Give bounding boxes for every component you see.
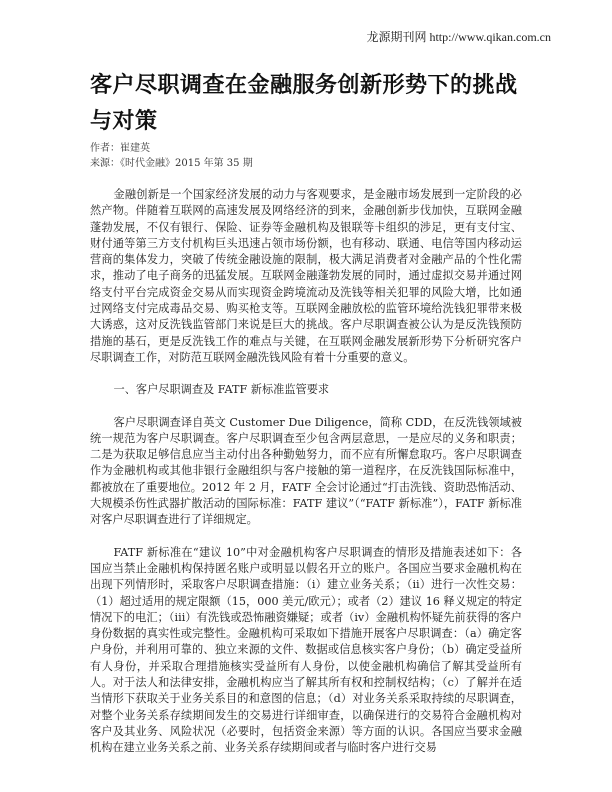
section-heading-1: 一、客户尽职调查及 FATF 新标准监管要求 [113,383,330,397]
article-title: 客户尽职调查在金融服务创新形势下的挑战与对策 [90,73,518,134]
paragraph-intro: 金融创新是一个国家经济发展的动力与客观要求，是金融市场发展到一定阶段的必然产物。伴随着互联网的高速发展及网络经济的到来，金融创新步伐加快，互联网金融蓬勃发展，不仅有银行、保险、证券等金融机构及银联等卡组织的涉足，更有支付宝、财付通等第三方支付机构巨头迅速占领市场份额，也有移动、联通、电信等国内移动运营商的集体发力，突破了传统金融设施的限制，极大满足消费者对金融产品的个性化需求，推动了电子商务的迅猛发展。互联网金融蓬勃发展的同时，通过虚拟交易并通过网络支付平台完成资金交易从而实现资金跨境流动及洗钱等相关犯罪的风险大增，比如通过网络支付完成毒品交易、购买枪支等。互联网金融放松的监管环境给洗钱犯罪带来极大诱惑，这对反洗钱监管部门来说是巨大的挑战。客户尽职调查被公认为是反洗钱预防措施的基石，更是反洗钱工作的难点与关键，在互联网金融发展新形势下分析研究客户尽职调查工作，对防范互联网金融洗钱风险有着十分重要的意义。 [90,188,522,364]
paragraph-cdd-definition: 客户尽职调查译自英文 Customer Due Diligence，简称 CDD，在反洗钱领域被统一规范为客户尽职调查。客户尽职调查至少包含两层意思，一是应尽的义务和职责；二是为获取足够信息应当主动付出各种勤勉努力，而不应有所懈怠取巧。客户尽职调查作为金融机构或其他非银行金融组织与客户接触的第一道程序，在反洗钱国际标准中，都被放在了重要地位。2012 年 2 月，FATF 全会讨论通过“打击洗钱、资助恐怖活动、大规模杀伤性武器扩散活动的国际标准：FATF 建议”（“FATF 新标准”），FATF 新标准对客户尽职调查进行了详细规定。 [90,415,522,527]
paragraph-fatf-recommendation-10: FATF 新标准在“建议 10”中对金融机构客户尽职调查的情形及措施表述如下：各国应当禁止金融机构保持匿名账户或明显以假名开立的账户。各国应当要求金融机构在出现下列情形时，采取客户尽职调查措施：（i）建立业务关系；（ii）进行一次性交易：（1）超过适用的规定限额（15，000 美元/欧元）；或者（2）建议 16 释义规定的特定情况下的电汇；（iii）有洗钱或恐怖融资嫌疑；或者（iv）金融机构怀疑先前获得的客户身份数据的真实性或完整性。金融机构可采取如下措施开展客户尽职调查：（a）确定客户身份，并利用可靠的、独立来源的文件、数据或信息核实客户身份；（b）确定受益所有人身份，并采取合理措施核实受益所有人身份，以使金融机构确信了解其受益所有人。对于法人和法律安排，金融机构应当了解其所有权和控制权结构；（c）了解并在适当情形下获取关于业务关系目的和意图的信息；（d）对业务关系采取持续的尽职调查，对整个业务关系存续期间发生的交易进行详细审查，以确保进行的交易符合金融机构对客户及其业务、风险状况（必要时，包括资金来源）等方面的认识。各国应当要求金融机构在建立业务关系之前、业务关系存续期间或者与临时客户进行交易 [90,545,522,755]
article-source: 来源：《时代金融》2015 年第 35 期 [90,158,253,169]
article-author: 作者：崔建英 [90,143,150,154]
article-body [90,187,522,773]
site-header: 龙源期刊网 http://www.qikan.com.cn [366,30,551,44]
